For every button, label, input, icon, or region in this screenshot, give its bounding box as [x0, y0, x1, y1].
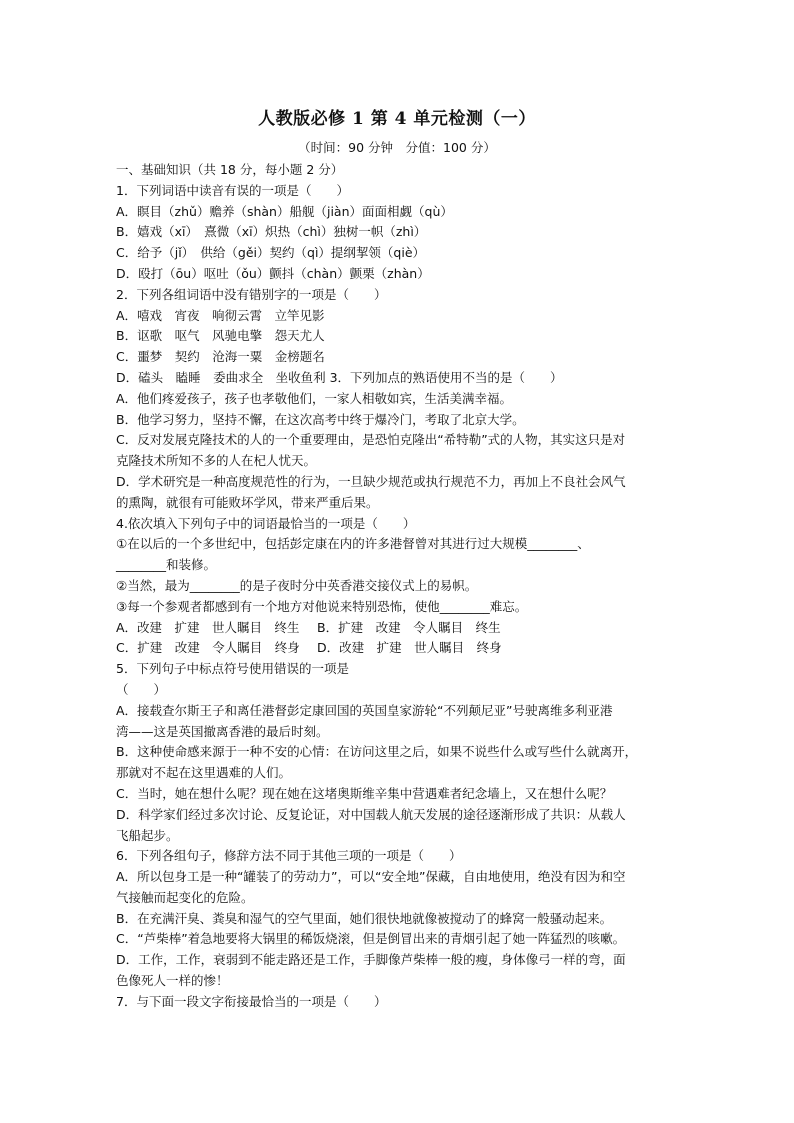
question-7: 7．与下面一段文字衔接最恰当的一项是（ ）: [116, 993, 387, 1009]
question-6: 6．下列各组句子，修辞方法不同于其他三项的一项是（ ）: [116, 848, 462, 864]
q1-option-c: C．给予（jǐ） 供给（gěi）契约（qì）提纲挈领（qiè）: [116, 245, 426, 261]
question-1: 1．下列词语中读音有误的一项是（ ）: [116, 182, 349, 198]
q1-option-d: D．殴打（ōu）呕吐（ǒu）颤抖（chàn）颤栗（zhàn）: [116, 265, 430, 281]
q3-option-c: C．反对发展克隆技术的人的一个重要理由，是恐怕克隆出“希特勒”式的人物，其实这只是对: [116, 432, 626, 448]
q2-option-d: D．磕头 瞌睡 委曲求全 坐收鱼利 3．下列加点的熟语使用不当的是（ ）: [116, 369, 563, 385]
q4-sentence-1: ①在以后的一个多世纪中，包括彭定康在内的许多港督曾对其进行过大规模________、: [116, 536, 590, 552]
page-subtitle: （时间：90 分钟 分值：100 分）: [298, 140, 496, 155]
q3-option-a: A．他们疼爱孩子，孩子也孝敬他们，一家人相敬如宾，生活美满幸福。: [116, 390, 513, 406]
q4-options-row-1: [116, 618, 686, 639]
q5-option-d: D．科学家们经过多次讨论、反复论证，对中国载人航天发展的途径逐渐形成了共识：从载人: [116, 806, 626, 822]
q6-option-c: C．“芦柴棒”着急地要将大锅里的稀饭烧滚，但是倒冒出来的青烟引起了她一阵猛烈的咳嗽。: [116, 931, 626, 947]
q4-option-c: C．扩建 改建 令人瞩目 终身: [116, 640, 300, 656]
q6-option-a-cont: 气接触而起变化的危险。: [116, 889, 254, 905]
q6-option-b: B．在充满汗臭、粪臭和湿气的空气里面，她们很快地就像被搅动了的蜂窝一般骚动起来。: [116, 910, 613, 926]
q5-option-b-cont: 那就对不起在这里遇难的人们。: [116, 765, 292, 781]
page-title: 人教版必修 1 第 4 单元检测（一）: [258, 109, 536, 129]
q5-option-a-cont: 湾——这是英国撤离香港的最后时刻。: [116, 723, 329, 739]
q3-option-b: B．他学习努力，坚持不懈，在这次高考中终于爆冷门，考取了北京大学。: [116, 411, 525, 427]
q3-option-c-cont: 克隆技术所知不多的人在杞人忧天。: [116, 453, 317, 469]
question-2: 2．下列各组词语中没有错别字的一项是（ ）: [116, 286, 387, 302]
q4-option-b: B．扩建 改建 令人瞩目 终生: [317, 619, 501, 635]
q4-sentence-3: ③每一个参观者都感到有一个地方对他说来特别恐怖，使他________难忘。: [116, 598, 528, 614]
q4-options-row-2: [116, 638, 686, 659]
q2-option-a: A．嘻戏 宵夜 响彻云霄 立竿见影: [116, 307, 325, 323]
q3-option-d-cont: 的熏陶，就很有可能败坏学风，带来严重后果。: [116, 494, 379, 510]
q5-option-a: A．接载查尔斯王子和离任港督彭定康回国的英国皇家游轮“不列颠尼亚”号驶离维多利亚港: [116, 702, 613, 718]
q4-sentence-1-cont: ________和装修。: [116, 557, 217, 573]
document-body: [116, 160, 686, 1013]
q1-option-b: B．嬉戏（xī） 熹微（xī）炽热（chì）独树一帜（zhì）: [116, 224, 427, 240]
q5-option-c: C．当时，她在想什么呢？现在她在这堵奥斯维辛集中营遇难者纪念墙上，又在想什么呢？: [116, 785, 613, 801]
q5-option-d-cont: 飞船起步。: [116, 827, 179, 843]
q6-option-d-cont: 色像死人一样的惨！: [116, 973, 229, 989]
q3-option-d: D．学术研究是一种高度规范性的行为，一旦缺少规范或执行规范不力，再加上不良社会风气: [116, 473, 626, 489]
q1-option-a: A．瞑目（zhǔ）赡养（shàn）船舰（jiàn）面面相觑（qù）: [116, 203, 453, 219]
question-5: 5．下列句子中标点符号使用错误的一项是: [116, 661, 349, 677]
q5-option-b: B．这种使命感来源于一种不安的心情：在访问这里之后，如果不说些什么或写些什么就离开，: [116, 744, 638, 760]
q4-option-a: A．改建 扩建 世人瞩目 终生: [116, 619, 300, 635]
question-5-paren: （ ）: [116, 681, 167, 697]
q4-option-d: D．改建 扩建 世人瞩目 终身: [317, 640, 502, 656]
section-heading: 一、基础知识（共 18 分，每小题 2 分）: [116, 162, 344, 177]
q6-option-a: A．所以包身工是一种“罐装了的劳动力”，可以“安全地”保藏，自由地使用，绝没有因为和空: [116, 869, 626, 885]
q2-option-b: B．讴歌 呕气 风驰电擎 怨天尤人: [116, 328, 325, 344]
q4-sentence-2: ②当然，最为________的是子夜时分中英香港交接仪式上的易帜。: [116, 577, 478, 593]
q6-option-d: D．工作，工作，衰弱到不能走路还是工作，手脚像芦柴棒一般的瘦，身体像弓一样的弯，面: [116, 952, 626, 968]
question-4: 4.依次填入下列句子中的词语最恰当的一项是（ ）: [116, 515, 416, 531]
q2-option-c: C．噩梦 契约 沧海一粟 金榜题名: [116, 349, 325, 365]
